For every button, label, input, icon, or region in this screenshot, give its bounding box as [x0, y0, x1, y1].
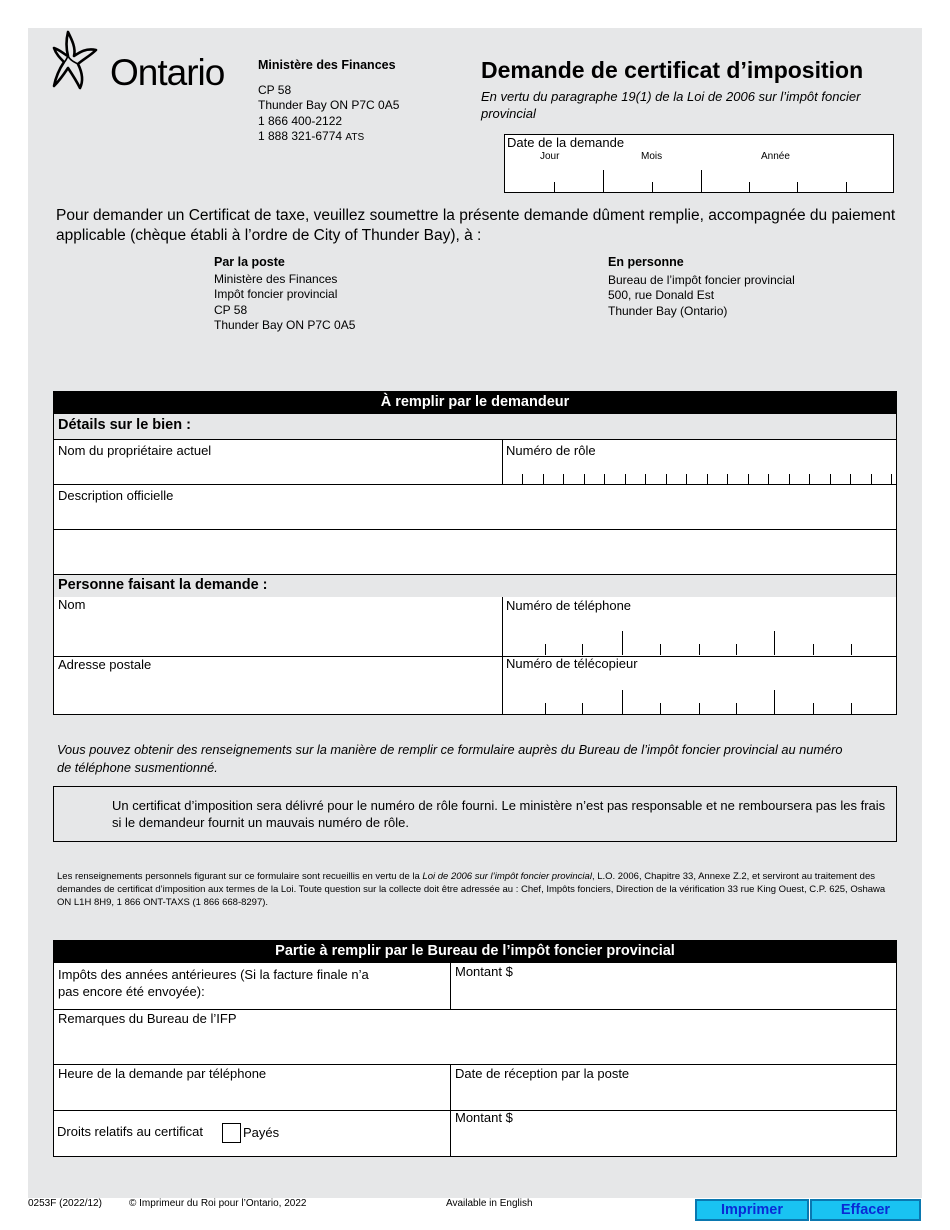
fees-amount-field[interactable]	[451, 1111, 896, 1156]
date-tick	[846, 182, 847, 192]
roll-number-tick	[666, 474, 667, 484]
paid-label: Payés	[243, 1125, 280, 1140]
digit-tick	[582, 644, 583, 655]
copyright: © Imprimeur du Roi pour l’Ontario, 2022	[129, 1198, 307, 1209]
digit-tick	[813, 703, 814, 714]
legal-description-label: Description officielle	[58, 488, 174, 503]
ministry-tty	[258, 129, 399, 146]
in-person-line: Thunder Bay (Ontario)	[608, 303, 728, 318]
mail-heading: Par la poste	[214, 255, 285, 269]
digit-tick	[736, 703, 737, 714]
roll-number-tick	[604, 474, 605, 484]
tty-label: ATS	[345, 132, 365, 143]
ministry-block	[258, 58, 399, 146]
digit-tick	[699, 703, 700, 714]
roll-number-field[interactable]	[503, 440, 896, 484]
roll-number-tick	[625, 474, 626, 484]
digit-tick	[660, 703, 661, 714]
mail-line: Ministère des Finances	[214, 271, 338, 286]
month-label: Mois	[641, 151, 663, 162]
form-number: 0253F (2022/12)	[28, 1198, 102, 1209]
requester-name-label: Nom	[58, 597, 86, 612]
digit-tick	[582, 703, 583, 714]
ministry-address-line: CP 58	[258, 82, 292, 97]
remarks-label: Remarques du Bureau de l’IFP	[58, 1011, 237, 1026]
ministry-address-line: Thunder Bay ON P7C 0A5	[258, 98, 400, 112]
roll-number-label: Numéro de rôle	[506, 443, 596, 458]
date-separator	[701, 170, 702, 192]
property-details-heading: Détails sur le bien :	[54, 414, 896, 439]
digit-tick	[774, 631, 775, 655]
fax-number-label: Numéro de télécopieur	[506, 656, 638, 671]
owner-name-field[interactable]	[54, 440, 502, 484]
notice-text: Un certificat d’imposition sera délivré pour le numéro de rôle fourni. Le ministère n’est pas responsable et ne remboursera pas les frais si le demandeur fournit un mauvais numéro de rôle.	[112, 798, 886, 830]
digit-tick	[660, 644, 661, 655]
digit-tick	[545, 703, 546, 714]
legal-description-field[interactable]	[54, 485, 896, 529]
clear-button[interactable]: Effacer	[810, 1199, 921, 1221]
in-person-line: 500, rue Donald Est	[608, 288, 715, 302]
roll-number-tick	[686, 474, 687, 484]
in-person-heading: En personne	[608, 255, 684, 269]
mail-line: Thunder Bay ON P7C 0A5	[214, 318, 356, 332]
remarks-field[interactable]	[54, 1010, 896, 1064]
mail-received-date-label: Date de réception par la poste	[455, 1066, 630, 1081]
ministry-phone: 1 866 400-2122	[258, 113, 343, 128]
fax-number-field[interactable]	[503, 657, 896, 714]
prior-taxes-amount-field[interactable]	[451, 963, 896, 1009]
certificate-fees-label: Droits relatifs au certificat	[57, 1124, 203, 1139]
phone-number-label: Numéro de téléphone	[506, 598, 632, 613]
digit-tick	[736, 644, 737, 655]
ontario-wordmark: Ontario	[110, 52, 225, 93]
in-person-block	[608, 255, 795, 319]
certificate-fees-field	[54, 1111, 450, 1156]
privacy-notice	[57, 870, 892, 909]
digit-tick	[851, 703, 852, 714]
office-section-title: Partie à remplir par le Bureau de l’impôt foncier provincial	[53, 940, 897, 963]
legal-description-field-2[interactable]	[54, 530, 896, 574]
mail-received-date-field[interactable]	[451, 1065, 896, 1110]
roll-number-tick	[727, 474, 728, 484]
intro-text: Pour demander un Certificat de taxe, veuillez soumettre la présente demande dûment remplie, accompagnée du paiement applicable (chèque établi à l’ordre de City of Thunder Bay), à :	[56, 207, 896, 244]
request-date-label: Date de la demande	[507, 135, 625, 150]
digit-tick	[813, 644, 814, 655]
phone-number-field[interactable]	[503, 597, 896, 655]
mail-line: CP 58	[214, 302, 248, 317]
paid-checkbox[interactable]	[222, 1123, 241, 1143]
digit-tick	[622, 690, 623, 714]
date-tick	[652, 182, 653, 192]
roll-number-tick	[789, 474, 790, 484]
roll-number-tick	[543, 474, 544, 484]
roll-number-tick	[768, 474, 769, 484]
requester-name-field[interactable]	[54, 597, 502, 655]
date-tick	[749, 182, 750, 192]
roll-number-tick	[645, 474, 646, 484]
date-separator	[603, 170, 604, 192]
phone-request-time-field[interactable]	[54, 1065, 450, 1110]
roll-number-tick	[748, 474, 749, 484]
roll-number-tick	[563, 474, 564, 484]
roll-number-tick	[871, 474, 872, 484]
ontario-logo	[52, 30, 237, 96]
print-button[interactable]: Imprimer	[695, 1199, 809, 1221]
mailing-address-label: Adresse postale	[58, 657, 152, 672]
requester-heading: Personne faisant la demande :	[54, 575, 896, 597]
amount-label: Montant $	[455, 1110, 513, 1125]
mail-line: Impôt foncier provincial	[214, 287, 338, 301]
mail-address-block	[214, 255, 355, 334]
digit-tick	[774, 690, 775, 714]
digit-tick	[699, 644, 700, 655]
digit-tick	[545, 644, 546, 655]
prior-taxes-label: Impôts des années antérieures (Si la facture finale n’a pas encore été envoyée):	[58, 967, 369, 999]
roll-number-tick	[850, 474, 851, 484]
day-label: Jour	[540, 151, 560, 162]
roll-number-tick	[707, 474, 708, 484]
trillium-icon	[52, 30, 112, 96]
privacy-text-after: , L.O. 2006, Chapitre 33, Annexe Z.2, et serviront au traitement des demandes de certificat d’imposition aux termes de la Loi. Toute question sur la collecte doit être adressée au : Chef, Impôts fonciers, Direction de la vérification 33 rue King Ouest, C.P. 625, Oshawa ON L1H 8H9, 1 866 ONT-TAXS (1 866 668-8297).	[57, 871, 886, 908]
roll-number-tick	[830, 474, 831, 484]
date-tick	[554, 182, 555, 192]
roll-number-tick	[891, 474, 892, 484]
available-in-english: Available in English	[446, 1198, 533, 1209]
privacy-act-name: Loi de 2006 sur l’impôt foncier provincial	[422, 871, 592, 882]
mailing-address-field[interactable]	[54, 657, 502, 714]
amount-label: Montant $	[455, 964, 513, 979]
year-label: Année	[761, 151, 790, 162]
owner-name-label: Nom du propriétaire actuel	[58, 443, 212, 458]
page-title: Demande de certificat d’imposition	[481, 57, 864, 83]
ministry-name: Ministère des Finances	[258, 58, 396, 72]
date-tick	[797, 182, 798, 192]
roll-number-tick	[584, 474, 585, 484]
help-note: Vous pouvez obtenir des renseignements sur la manière de remplir ce formulaire auprès du Bureau de l’impôt foncier provincial au numéro de téléphone susmentionné.	[57, 742, 843, 775]
tty-number: 1 888 321-6774	[258, 129, 343, 143]
request-date-field[interactable]	[504, 134, 894, 193]
phone-request-time-label: Heure de la demande par téléphone	[58, 1066, 267, 1081]
roll-number-tick	[809, 474, 810, 484]
prior-taxes-field[interactable]	[54, 963, 450, 1009]
in-person-line: Bureau de l’impôt foncier provincial	[608, 272, 795, 287]
page-subtitle: En vertu du paragraphe 19(1) de la Loi de 2006 sur l’impôt foncier provincial	[481, 89, 861, 121]
roll-number-notice	[53, 786, 897, 842]
roll-number-tick	[522, 474, 523, 484]
applicant-section-title: À remplir par le demandeur	[53, 391, 897, 414]
digit-tick	[622, 631, 623, 655]
digit-tick	[851, 644, 852, 655]
privacy-text-before: Les renseignements personnels figurant sur ce formulaire sont recueillis en vertu de la	[57, 871, 423, 882]
